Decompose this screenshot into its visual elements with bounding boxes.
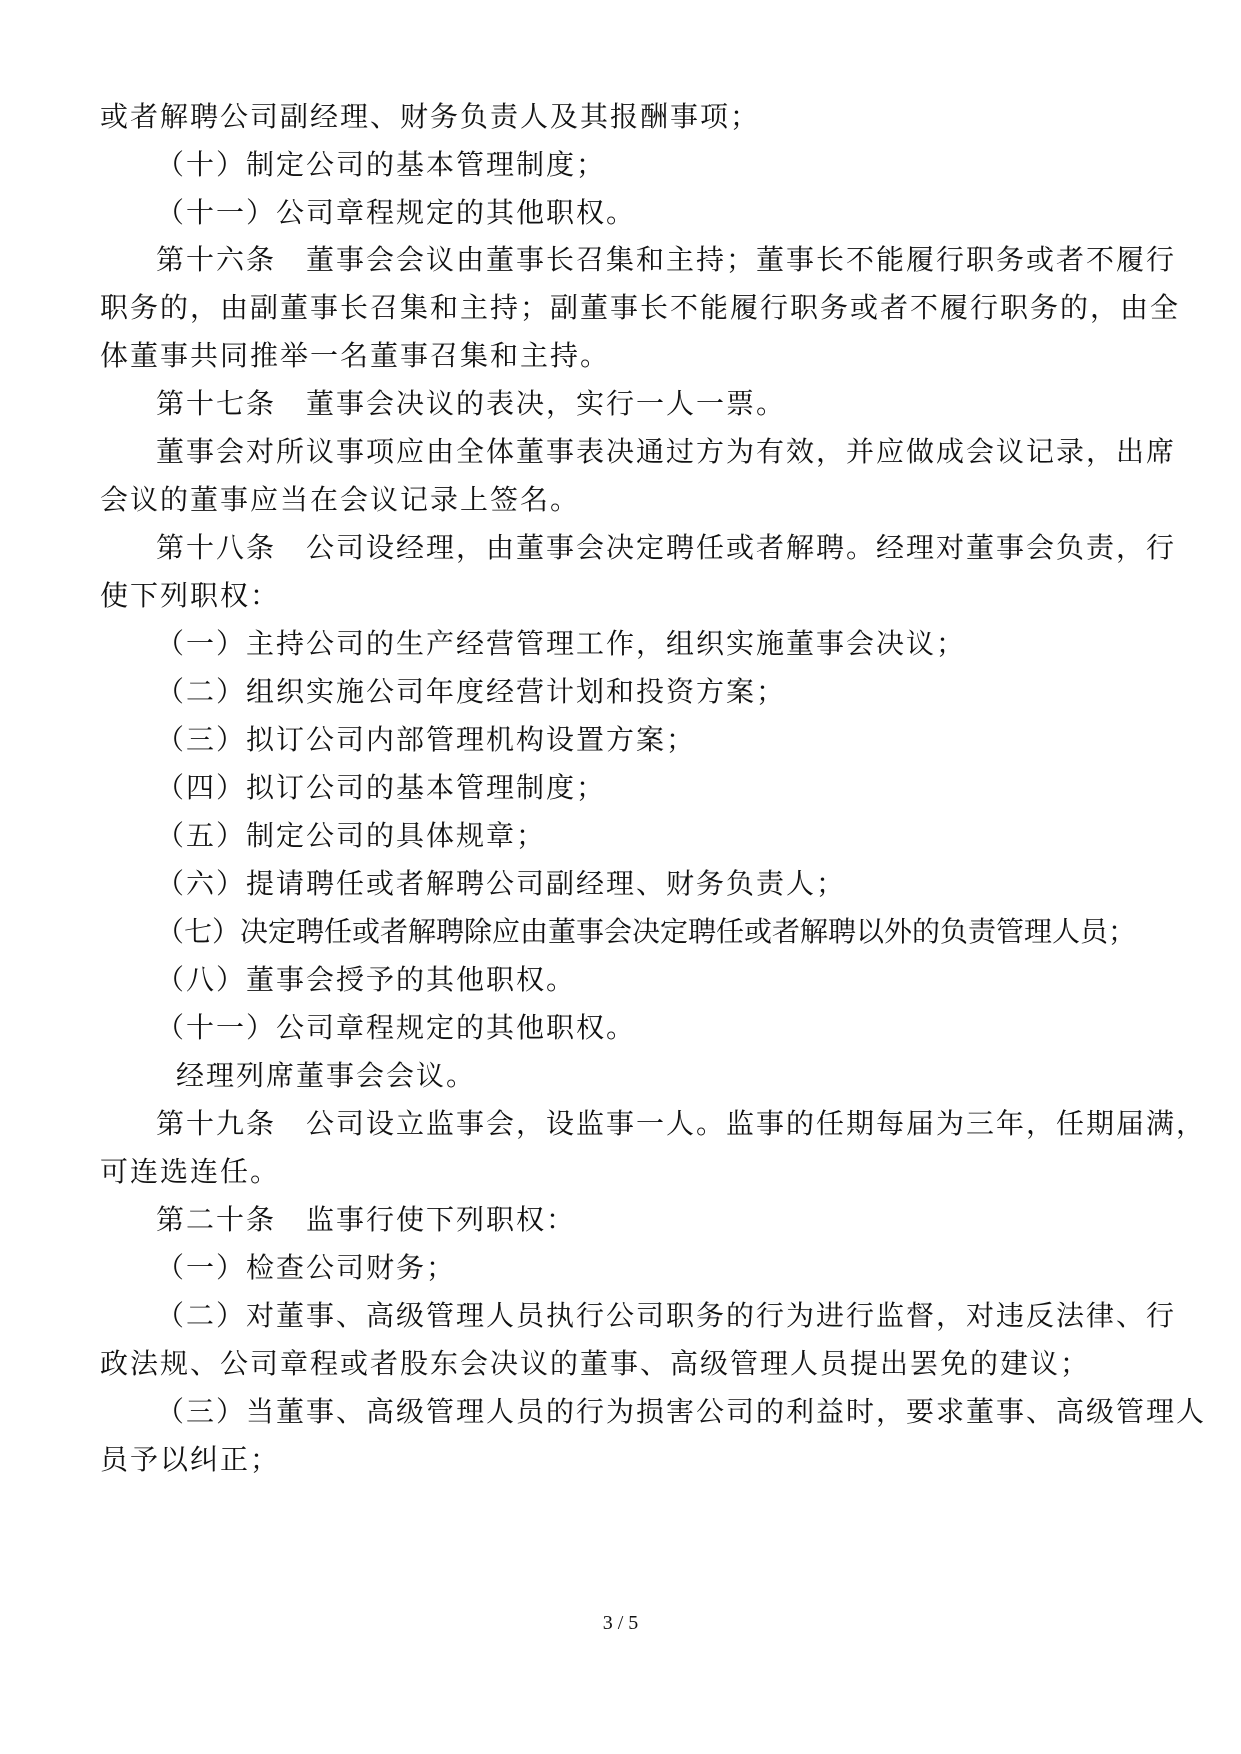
text-line: 会议的董事应当在会议记录上签名。 <box>100 483 581 516</box>
text-line: 政法规、公司章程或者股东会决议的董事、高级管理人员提出罢免的建议； <box>100 1347 1091 1380</box>
text-line: （五）制定公司的具体规章； <box>156 819 547 852</box>
text-line: （三）当董事、高级管理人员的行为损害公司的利益时，要求董事、高级管理人 <box>156 1395 1207 1428</box>
text-line: 第十七条 董事会决议的表决，实行一人一票。 <box>156 387 787 420</box>
text-line: （七）决定聘任或者解聘除应由董事会决定聘任或者解聘以外的负责管理人员； <box>156 915 1137 948</box>
text-line: （六）提请聘任或者解聘公司副经理、财务负责人； <box>156 867 847 900</box>
text-line: 体董事共同推举一名董事召集和主持。 <box>100 339 611 372</box>
text-line: 第十九条 公司设立监事会，设监事一人。监事的任期每届为三年，任期届满， <box>156 1107 1207 1140</box>
text-line: （十一）公司章程规定的其他职权。 <box>156 196 637 229</box>
text-line: 经理列席董事会会议。 <box>176 1059 477 1092</box>
text-line: （十）制定公司的基本管理制度； <box>156 148 607 181</box>
text-line: （四）拟订公司的基本管理制度； <box>156 771 607 804</box>
text-line: 员予以纠正； <box>100 1443 281 1476</box>
text-line: 董事会对所议事项应由全体董事表决通过方为有效，并应做成会议记录，出席 <box>156 435 1177 468</box>
text-line: （二）组织实施公司年度经营计划和投资方案； <box>156 675 787 708</box>
text-line: （一）检查公司财务； <box>156 1251 457 1284</box>
text-line: （八）董事会授予的其他职权。 <box>156 963 577 996</box>
text-line: 使下列职权： <box>100 579 281 612</box>
text-line: （二）对董事、高级管理人员执行公司职务的行为进行监督，对违反法律、行 <box>156 1299 1177 1332</box>
page-number: 3 / 5 <box>602 1612 639 1634</box>
text-line: （三）拟订公司内部管理机构设置方案； <box>156 723 697 756</box>
text-line: 职务的，由副董事长召集和主持；副董事长不能履行职务或者不履行职务的，由全 <box>100 291 1181 324</box>
text-line: 或者解聘公司副经理、财务负责人及其报酬事项； <box>100 100 761 133</box>
text-line: （一）主持公司的生产经营管理工作，组织实施董事会决议； <box>156 627 967 660</box>
text-line: 第二十条 监事行使下列职权： <box>156 1203 577 1236</box>
text-line: 第十六条 董事会会议由董事长召集和主持；董事长不能履行职务或者不履行 <box>156 243 1177 276</box>
text-line: （十一）公司章程规定的其他职权。 <box>156 1011 637 1044</box>
text-line: 可连选连任。 <box>100 1155 281 1188</box>
text-line: 第十八条 公司设经理，由董事会决定聘任或者解聘。经理对董事会负责，行 <box>156 531 1177 564</box>
